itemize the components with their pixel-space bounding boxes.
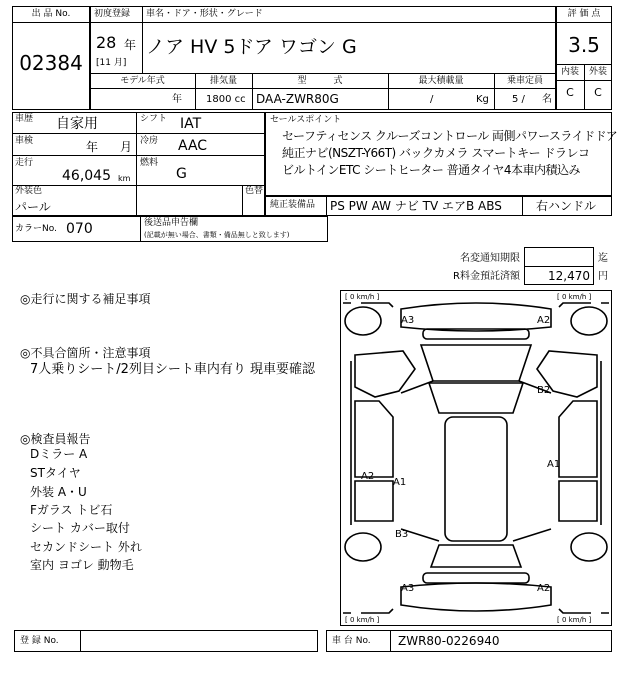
driving-notes-title: ◎走行に関する補足事項 (20, 292, 151, 306)
damage-mark: B3 (395, 529, 409, 540)
chassis-no-value: ZWR80-0226940 (398, 634, 500, 648)
ac-value: AAC (178, 138, 208, 154)
capacity-unit: 名 (542, 94, 552, 105)
inspector-line: Fガラス トビ石 (30, 503, 113, 517)
color-code-label: 色替 (245, 186, 264, 196)
color-no-label: カラーNo. (15, 224, 57, 234)
shift-value: IAT (180, 116, 202, 132)
inspector-line: シート カバー取付 (30, 521, 130, 535)
defects-text: 7人乗りシート/2列目シート車内有り 現車要確認 (30, 362, 316, 377)
inspector-line: セカンドシート 外れ (30, 540, 142, 554)
recycle-value: 12,470 (548, 269, 590, 283)
inspection-month-unit: 月 (120, 140, 133, 154)
reg-year: 28 (96, 33, 117, 52)
damage-mark: A1 (393, 477, 407, 488)
damage-mark: A3 (401, 315, 415, 326)
model-year-label: モデル年式 (120, 76, 165, 86)
sales-points-label: セールスポイント (270, 115, 342, 125)
fuel-label: 燃料 (140, 158, 159, 168)
ac-label: 冷房 (140, 136, 159, 146)
reg-month: [11 月] (96, 58, 127, 68)
damage-mark: B2 (537, 385, 551, 396)
ext-color-value: パール (15, 200, 51, 214)
lot-number: 02384 (19, 51, 83, 75)
history-label: 車歴 (15, 114, 34, 124)
exterior-label: 外装 (588, 67, 607, 77)
recycle-unit: 円 (598, 271, 608, 282)
tyre-bl-label: [ 0 km/h ] (345, 616, 380, 624)
chassis-no-label: 車 台 No. (332, 636, 371, 646)
name-change-unit: 迄 (598, 253, 608, 264)
name-change-value-box (524, 247, 594, 267)
name-change-label: 名変通知期限 (460, 253, 520, 264)
type-label: 型 式 (297, 76, 343, 86)
car-name: ノア HV 5ドア ワゴン G (146, 36, 357, 58)
inspector-title: ◎検査員報告 (20, 432, 91, 446)
mileage-value: 46,045 (62, 168, 111, 184)
lot-label: 出 品 No. (31, 9, 71, 19)
later-parts-label: 後送品申告欄 (144, 218, 199, 228)
max-load-unit: Kg (476, 94, 489, 105)
equipment-label: 純正装備品 (270, 200, 316, 210)
first-reg-label: 初度登録 (94, 9, 131, 19)
sales-point-line: ビルトインETC シートヒーター 普通タイヤ4本車内積込み (282, 163, 581, 177)
car-label: 車名・ドア・形状・グレード (146, 9, 263, 19)
damage-mark: A2 (537, 315, 551, 326)
inspector-line: 外装 A・U (30, 485, 87, 499)
exterior-grade: C (594, 86, 602, 99)
tyre-br-label: [ 0 km/h ] (557, 616, 592, 624)
capacity-label: 乗車定員 (506, 76, 543, 86)
damage-mark: A3 (401, 583, 415, 594)
color-no-value: 070 (66, 221, 93, 237)
inspector-line: 室内 ヨゴレ 動物毛 (30, 558, 134, 572)
capacity-value: 5 / (512, 94, 525, 105)
mileage-label: 走行 (15, 158, 34, 168)
inspector-line: STタイヤ (30, 466, 81, 480)
shift-label: シフト (140, 114, 168, 124)
mileage-unit: km (118, 174, 131, 183)
steering-value: 右ハンドル (536, 199, 597, 213)
score-label: 評 価 点 (567, 9, 601, 19)
score-value: 3.5 (568, 33, 600, 57)
ext-color-label: 外装色 (15, 186, 43, 196)
sales-point-line: 純正ナビ(NSZT-Y66T) バックカメラ スマートキー ドラレコ (282, 146, 590, 160)
damage-mark: A2 (361, 471, 375, 482)
sales-point-line: セーフティセンス クルーズコントロール 両側パワースライドドア (282, 129, 618, 143)
tyre-tr-label: [ 0 km/h ] (557, 293, 592, 301)
car-diagram-svg (341, 291, 611, 625)
reg-no-box (14, 630, 318, 652)
reg-no-label: 登 録 No. (20, 636, 59, 646)
inspection-year-unit: 年 (86, 140, 99, 154)
model-type: DAA-ZWR80G (256, 92, 339, 106)
inspection-label: 車検 (15, 136, 34, 146)
damage-mark: A2 (537, 583, 551, 594)
later-parts-note: (記載が無い場合、書類・備品無しと致します) (144, 231, 290, 239)
car-diagram-box (340, 290, 612, 626)
displacement-value: 1800 cc (206, 94, 246, 105)
model-year-unit: 年 (172, 94, 182, 105)
displacement-label: 排気量 (209, 76, 237, 86)
fuel-value: G (176, 166, 187, 182)
tyre-tl-label: [ 0 km/h ] (345, 293, 380, 301)
history-value: 自家用 (56, 116, 98, 132)
defects-title: ◎不具合箇所・注意事項 (20, 346, 151, 360)
inspector-line: Dミラー A (30, 447, 88, 461)
max-load-label: 最大積載量 (418, 76, 464, 86)
interior-grade: C (566, 86, 574, 99)
reg-year-unit: 年 (124, 38, 137, 52)
equipment-items: PS PW AW ナビ TV エアB ABS (330, 199, 502, 213)
recycle-label: R料金預託済額 (453, 271, 520, 282)
damage-mark: A1 (547, 459, 561, 470)
interior-label: 内装 (560, 67, 579, 77)
max-load-slash: / (430, 94, 434, 105)
